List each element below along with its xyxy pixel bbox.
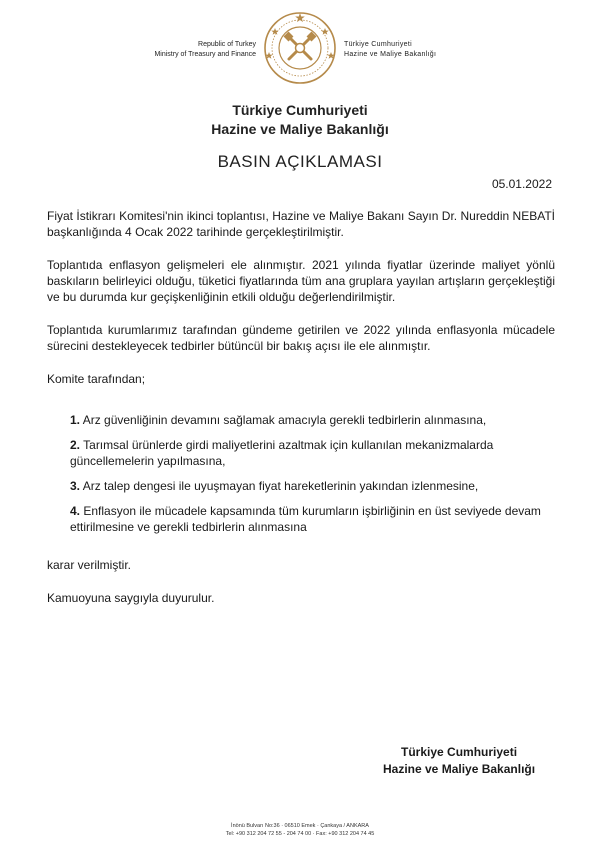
signature-line2: Hazine ve Maliye Bakanlığı	[383, 762, 536, 776]
list-item	[70, 478, 555, 494]
paragraph: Komite tarafından;	[47, 372, 146, 386]
closing-line: Kamuoyuna saygıyla duyurulur.	[47, 591, 215, 605]
footer	[0, 822, 600, 838]
letterhead	[0, 8, 600, 94]
list-item	[70, 437, 555, 469]
document-body	[47, 208, 555, 623]
list-item-number: 4.	[70, 504, 81, 518]
footer-address: İnönü Bulvarı No:36 · 06510 Emek · Çankaya / ANKARA	[231, 823, 369, 829]
list-item-text: Arz talep dengesi ile uyuşmayan fiyat hareketlerinin yakından izlenmesine,	[82, 479, 479, 493]
list-item-number: 3.	[70, 479, 81, 493]
list-item-number: 2.	[70, 438, 81, 452]
press-release-title: BASIN AÇIKLAMASI	[217, 152, 383, 171]
list-item-number: 1.	[70, 413, 81, 427]
heading-line1: Türkiye Cumhuriyeti	[232, 102, 368, 118]
list-item-text: Tarımsal ürünlerde girdi maliyetlerini azaltmak için kullanılan mekanizmalarda güncellemelerin yapılmasına,	[70, 438, 494, 468]
paragraph: Toplantıda kurumlarımız tarafından gündeme getirilen ve 2022 yılında enflasyonla mücadele sürecini destekleyecek tedbirler bütüncül bir bakış açısı ile ele alınmıştır.	[47, 323, 555, 353]
list-item	[70, 412, 555, 428]
signature-line1: Türkiye Cumhuriyeti	[401, 745, 518, 759]
heading-line2: Hazine ve Maliye Bakanlığı	[211, 121, 389, 137]
letterhead-english	[154, 40, 256, 60]
letterhead-english-line2: Ministry of Treasury and Finance	[154, 51, 256, 58]
signature-block	[383, 744, 535, 778]
letterhead-turkish-line1: Türkiye Cumhuriyeti	[344, 41, 412, 48]
paragraph: Toplantıda enflasyon gelişmeleri ele alınmıştır. 2021 yılında fiyatlar üzerinde maliyet yönlü baskıların belirleyici olduğu, tüketici fiyatlarında tüm ana gruplara yayılan artışların gerçekleştiği ve bu durumda kur geçişkenliğinin etkili olduğu değerlendirilmiştir.	[47, 258, 555, 304]
decision-list	[47, 412, 555, 535]
list-item-text: Arz güvenliğinin devamını sağlamak amacıyla gerekli tedbirlerin alınmasına,	[82, 413, 487, 427]
list-item	[70, 503, 555, 535]
footer-phones: Tel: +90 312 204 72 55 - 204 74 00 · Fax: +90 312 204 74 45	[225, 831, 375, 837]
paragraph: Fiyat İstikrarı Komitesi'nin ikinci toplantısı, Hazine ve Maliye Bakanı Sayın Dr. Nureddin NEBATİ başkanlığında 4 Ocak 2022 tarihinde gerçekleştirilmiştir.	[47, 209, 555, 239]
ministry-seal-icon	[261, 8, 339, 88]
document-date: 05.01.2022	[491, 177, 552, 191]
document-heading	[0, 101, 600, 139]
closing-line: karar verilmiştir.	[47, 558, 132, 572]
letterhead-english-line1: Republic of Turkey	[198, 41, 256, 48]
list-item-text: Enflasyon ile mücadele kapsamında tüm kurumların işbirliğinin en üst seviyede devam ettirilmesine ve gerekli tedbirlerin alınmasına	[70, 504, 541, 534]
letterhead-turkish-line2: Hazine ve Maliye Bakanlığı	[344, 51, 437, 58]
letterhead-turkish	[344, 40, 436, 60]
